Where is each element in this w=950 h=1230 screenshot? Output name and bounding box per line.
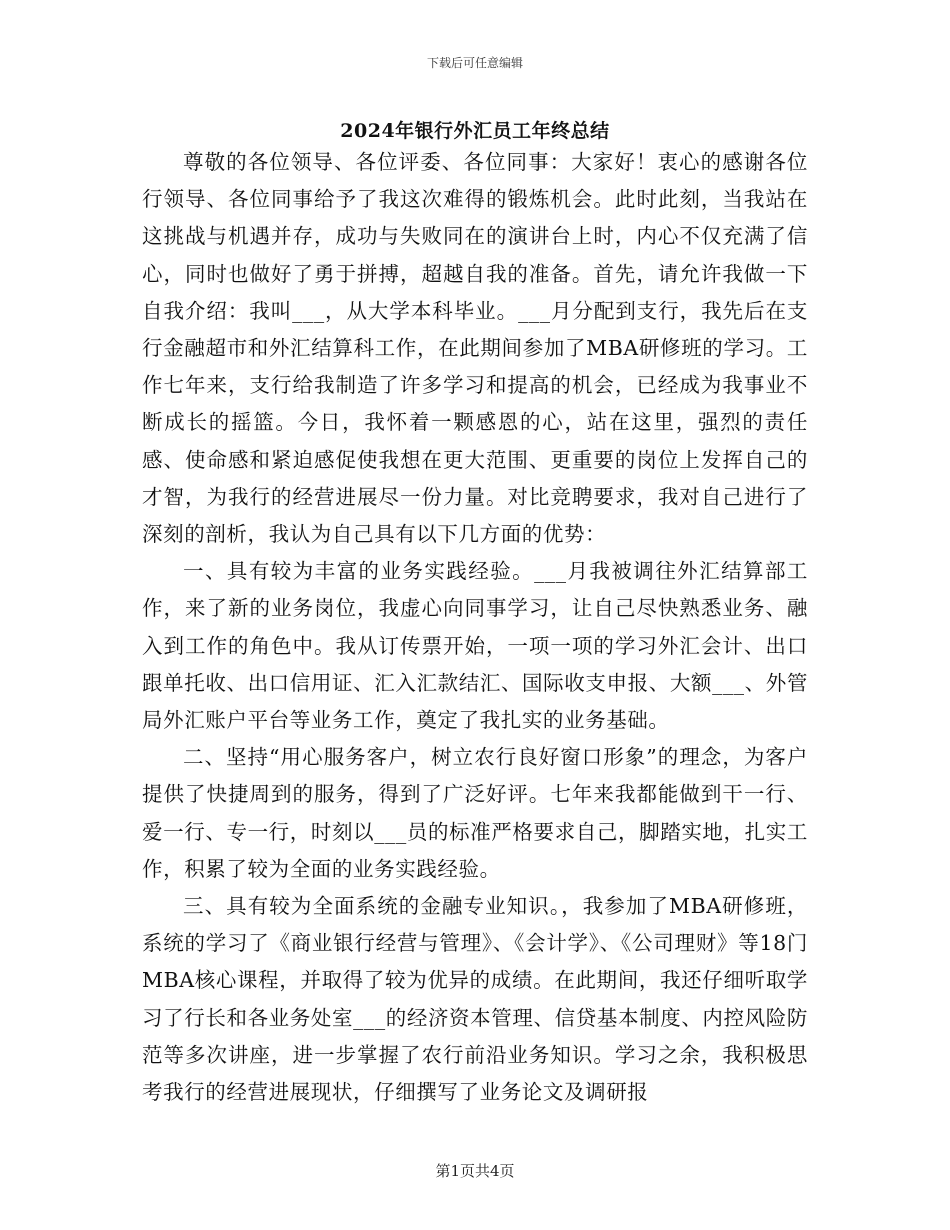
- paragraph: 尊敬的各位领导、各位评委、各位同事：大家好！衷心的感谢各位行领导、各位同事给予了我这次难得的锻炼机会。此时此刻，当我站在这挑战与机遇并存，成功与失败同在的演讲台上时，内心不仅充满了信心，同时也做好了勇于拼搏，超越自我的准备。首先，请允许我做一下自我介绍：我叫___，从大学本科毕业。___月分配到支行，我先后在支行金融超市和外汇结算科工作，在此期间参加了MBA研修班的学习。工作七年来，支行给我制造了许多学习和提高的机会，已经成为我事业不断成长的摇篮。今日，我怀着一颗感恩的心，站在这里，强烈的责任感、使命感和紧迫感促使我想在更大范围、更重要的岗位上发挥自己的才智，为我行的经营进展尽一份力量。对比竞聘要求，我对自己进行了深刻的剖析，我认为自己具有以下几方面的优势：: [142, 150, 808, 547]
- paragraph: 一、具有较为丰富的业务实践经验。___月我被调往外汇结算部工作，来了新的业务岗位，我虚心向同事学习，让自己尽快熟悉业务、融入到工作的角色中。我从订传票开始，一项一项的学习外汇会计、出口跟单托收、出口信用证、汇入汇款结汇、国际收支申报、大额___、外管局外汇账户平台等业务工作，奠定了我扎实的业务基础。: [142, 559, 808, 733]
- paragraph: 三、具有较为全面系统的金融专业知识。，我参加了MBA研修班，系统的学习了《商业银行经营与管理》、《会计学》、《公司理财》等18门MBA核心课程，并取得了较为优异的成绩。在此期间，我还仔细听取学习了行长和各业务处室___的经济资本管理、信贷基本制度、内控风险防范等多次讲座，进一步掌握了农行前沿业务知识。学习之余，我积极思考我行的经营进展现状，仔细撰写了业务论文及调研报: [142, 894, 808, 1105]
- page-number: 第1页共4页: [435, 1162, 515, 1180]
- document-body: [142, 144, 808, 1111]
- header-note: 下载后可任意编辑: [426, 56, 523, 70]
- paragraph: 二、坚持“用心服务客户，树立农行良好窗口形象”的理念，为客户提供了快捷周到的服务，得到了广泛好评。七年来我都能做到干一行、爱一行、专一行，时刻以___员的标准严格要求自己，脚踏实地，扎实工作，积累了较为全面的业务实践经验。: [142, 745, 808, 881]
- document-title: 2024年银行外汇员工年终总结: [340, 120, 610, 142]
